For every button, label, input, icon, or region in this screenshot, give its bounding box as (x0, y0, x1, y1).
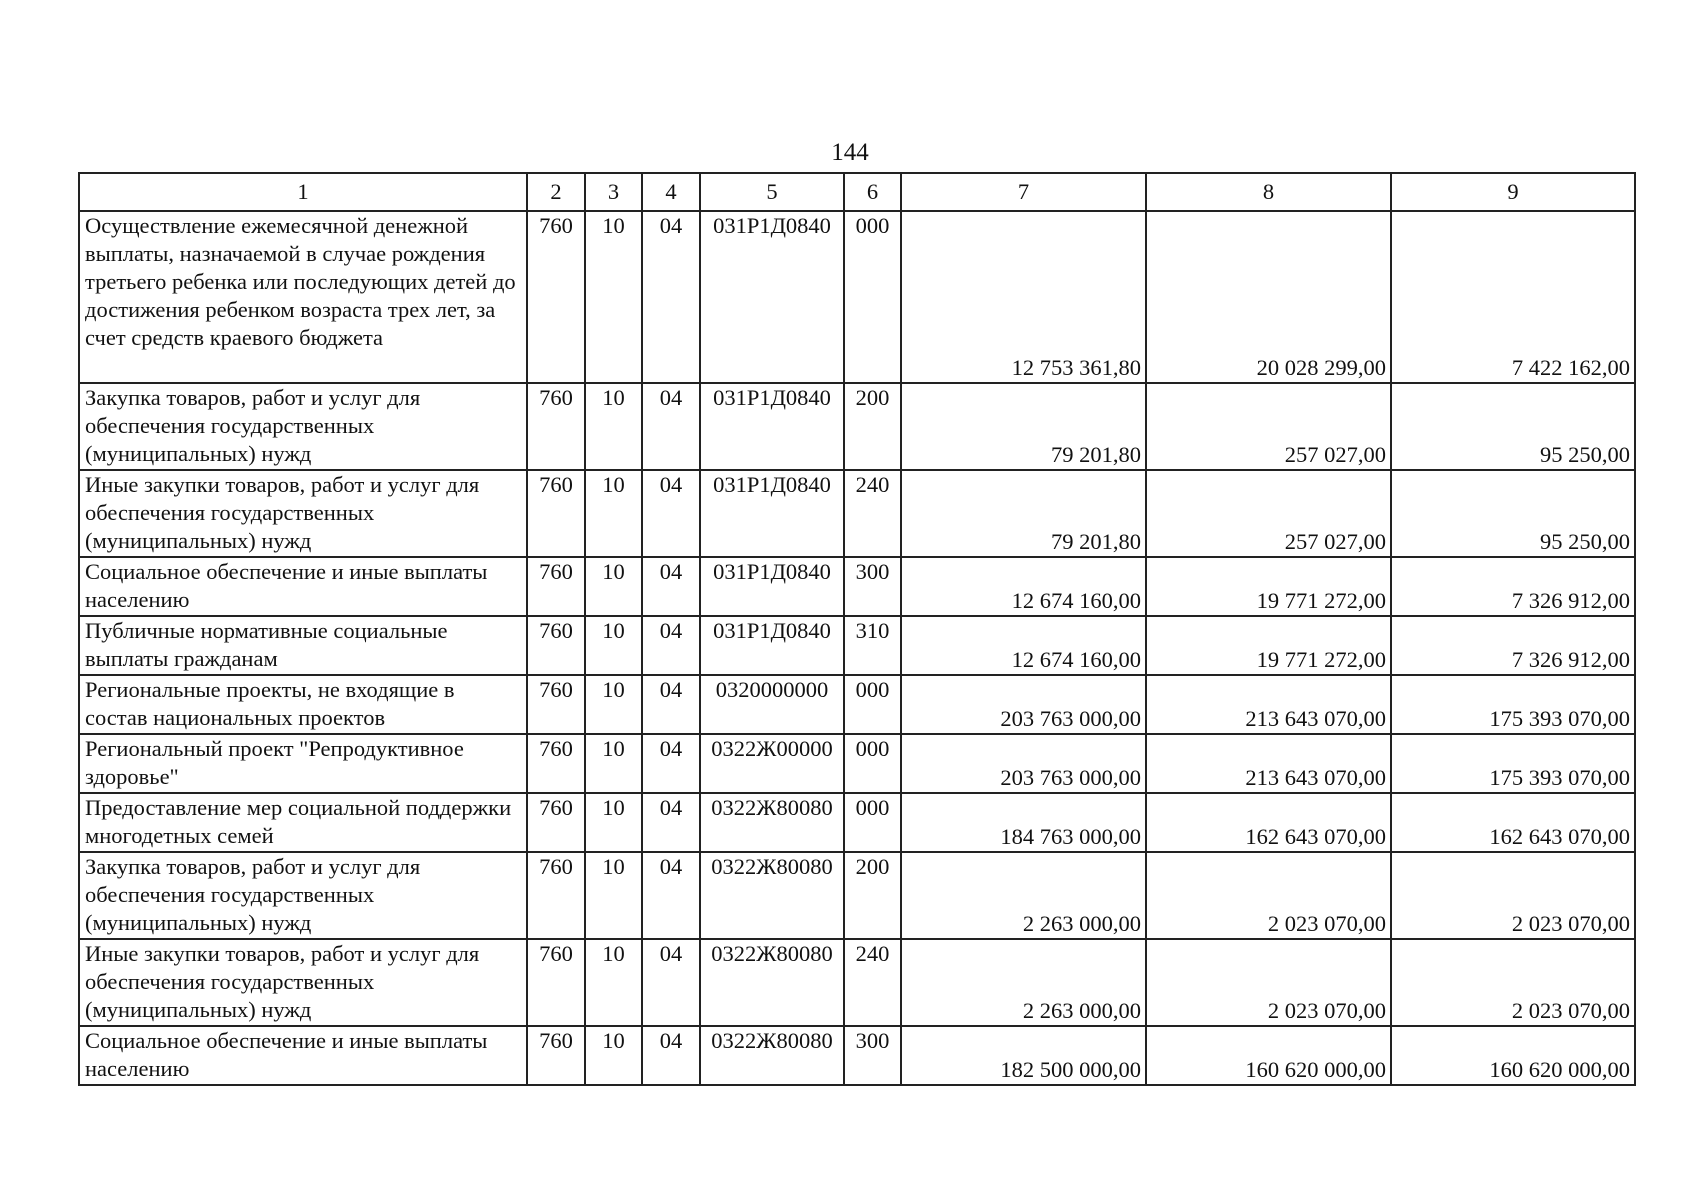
row-col9: 95 250,00 (1391, 470, 1635, 557)
row-name: Иные закупки товаров, работ и услуг для обеспечения государственных (муниципальных) нужд (79, 939, 527, 1026)
table-row (79, 616, 1635, 675)
row-col5: 031Р1Д0840 (700, 616, 844, 675)
row-col4: 04 (642, 939, 700, 1026)
row-col6: 200 (844, 852, 901, 939)
row-col8: 2 023 070,00 (1146, 939, 1391, 1026)
row-col6: 300 (844, 557, 901, 616)
row-col4: 04 (642, 616, 700, 675)
header-cell-2: 2 (527, 173, 585, 211)
row-name: Социальное обеспечение и иные выплаты населению (79, 1026, 527, 1085)
row-col3: 10 (585, 675, 642, 734)
budget-table (78, 172, 1636, 1086)
row-col7: 12 753 361,80 (901, 211, 1146, 383)
header-cell-1: 1 (79, 173, 527, 211)
row-col3: 10 (585, 211, 642, 383)
row-col6: 000 (844, 734, 901, 793)
row-col5: 0322Ж00000 (700, 734, 844, 793)
row-col8: 257 027,00 (1146, 470, 1391, 557)
table-row (79, 675, 1635, 734)
row-name: Публичные нормативные социальные выплаты гражданам (79, 616, 527, 675)
row-col2: 760 (527, 383, 585, 470)
row-col3: 10 (585, 470, 642, 557)
table-row (79, 211, 1635, 383)
row-col8: 213 643 070,00 (1146, 734, 1391, 793)
row-col5: 0320000000 (700, 675, 844, 734)
row-col6: 300 (844, 1026, 901, 1085)
row-col9: 7 326 912,00 (1391, 616, 1635, 675)
row-col4: 04 (642, 1026, 700, 1085)
row-col8: 213 643 070,00 (1146, 675, 1391, 734)
row-name: Региональный проект "Репродуктивное здоровье" (79, 734, 527, 793)
row-name: Иные закупки товаров, работ и услуг для обеспечения государственных (муниципальных) нужд (79, 470, 527, 557)
table-row (79, 557, 1635, 616)
row-col9: 2 023 070,00 (1391, 852, 1635, 939)
row-col7: 2 263 000,00 (901, 852, 1146, 939)
row-col5: 031Р1Д0840 (700, 383, 844, 470)
header-row (79, 173, 1635, 211)
row-name: Предоставление мер социальной поддержки многодетных семей (79, 793, 527, 852)
row-col7: 79 201,80 (901, 383, 1146, 470)
row-col8: 160 620 000,00 (1146, 1026, 1391, 1085)
row-col7: 79 201,80 (901, 470, 1146, 557)
row-col6: 310 (844, 616, 901, 675)
row-col2: 760 (527, 793, 585, 852)
row-col4: 04 (642, 793, 700, 852)
header-cell-3: 3 (585, 173, 642, 211)
row-col7: 184 763 000,00 (901, 793, 1146, 852)
row-col8: 19 771 272,00 (1146, 616, 1391, 675)
header-cell-8: 8 (1146, 173, 1391, 211)
table-row (79, 852, 1635, 939)
row-col7: 12 674 160,00 (901, 616, 1146, 675)
row-col3: 10 (585, 383, 642, 470)
row-name: Региональные проекты, не входящие в состав национальных проектов (79, 675, 527, 734)
table-row (79, 734, 1635, 793)
row-col5: 0322Ж80080 (700, 852, 844, 939)
row-col9: 175 393 070,00 (1391, 675, 1635, 734)
row-col3: 10 (585, 793, 642, 852)
row-name: Закупка товаров, работ и услуг для обеспечения государственных (муниципальных) нужд (79, 852, 527, 939)
row-col2: 760 (527, 211, 585, 383)
row-col2: 760 (527, 734, 585, 793)
row-col9: 160 620 000,00 (1391, 1026, 1635, 1085)
row-col6: 200 (844, 383, 901, 470)
row-col9: 162 643 070,00 (1391, 793, 1635, 852)
row-col3: 10 (585, 852, 642, 939)
row-col3: 10 (585, 939, 642, 1026)
row-col4: 04 (642, 211, 700, 383)
header-cell-4: 4 (642, 173, 700, 211)
row-col4: 04 (642, 675, 700, 734)
row-col9: 175 393 070,00 (1391, 734, 1635, 793)
row-col8: 19 771 272,00 (1146, 557, 1391, 616)
row-col2: 760 (527, 557, 585, 616)
row-name: Закупка товаров, работ и услуг для обеспечения государственных (муниципальных) нужд (79, 383, 527, 470)
header-cell-9: 9 (1391, 173, 1635, 211)
row-col4: 04 (642, 383, 700, 470)
row-col5: 0322Ж80080 (700, 1026, 844, 1085)
header-cell-7: 7 (901, 173, 1146, 211)
row-name: Осуществление ежемесячной денежной выплаты, назначаемой в случае рождения третьего ребенка или последующих детей до достижения ребенком возраста трех лет, за счет средств краевого бюджета (79, 211, 527, 383)
row-col8: 162 643 070,00 (1146, 793, 1391, 852)
row-col7: 12 674 160,00 (901, 557, 1146, 616)
header-cell-5: 5 (700, 173, 844, 211)
row-col2: 760 (527, 675, 585, 734)
row-col5: 0322Ж80080 (700, 793, 844, 852)
row-col9: 95 250,00 (1391, 383, 1635, 470)
row-col5: 031Р1Д0840 (700, 211, 844, 383)
row-col9: 7 326 912,00 (1391, 557, 1635, 616)
row-col7: 182 500 000,00 (901, 1026, 1146, 1085)
row-col6: 000 (844, 675, 901, 734)
row-col5: 031Р1Д0840 (700, 470, 844, 557)
table-row (79, 470, 1635, 557)
row-col8: 257 027,00 (1146, 383, 1391, 470)
row-name: Социальное обеспечение и иные выплаты населению (79, 557, 527, 616)
table-row (79, 793, 1635, 852)
row-col3: 10 (585, 616, 642, 675)
row-col2: 760 (527, 616, 585, 675)
row-col7: 2 263 000,00 (901, 939, 1146, 1026)
row-col3: 10 (585, 557, 642, 616)
row-col6: 240 (844, 470, 901, 557)
row-col4: 04 (642, 470, 700, 557)
row-col2: 760 (527, 1026, 585, 1085)
table-row (79, 1026, 1635, 1085)
row-col4: 04 (642, 557, 700, 616)
row-col6: 240 (844, 939, 901, 1026)
header-cell-6: 6 (844, 173, 901, 211)
page-number: 144 (831, 139, 869, 166)
row-col8: 2 023 070,00 (1146, 852, 1391, 939)
row-col6: 000 (844, 793, 901, 852)
row-col3: 10 (585, 734, 642, 793)
row-col7: 203 763 000,00 (901, 675, 1146, 734)
row-col6: 000 (844, 211, 901, 383)
row-col4: 04 (642, 734, 700, 793)
row-col9: 7 422 162,00 (1391, 211, 1635, 383)
row-col9: 2 023 070,00 (1391, 939, 1635, 1026)
row-col7: 203 763 000,00 (901, 734, 1146, 793)
table-row (79, 383, 1635, 470)
row-col4: 04 (642, 852, 700, 939)
row-col2: 760 (527, 939, 585, 1026)
row-col2: 760 (527, 470, 585, 557)
row-col5: 0322Ж80080 (700, 939, 844, 1026)
row-col8: 20 028 299,00 (1146, 211, 1391, 383)
row-col5: 031Р1Д0840 (700, 557, 844, 616)
row-col3: 10 (585, 1026, 642, 1085)
row-col2: 760 (527, 852, 585, 939)
table-row (79, 939, 1635, 1026)
